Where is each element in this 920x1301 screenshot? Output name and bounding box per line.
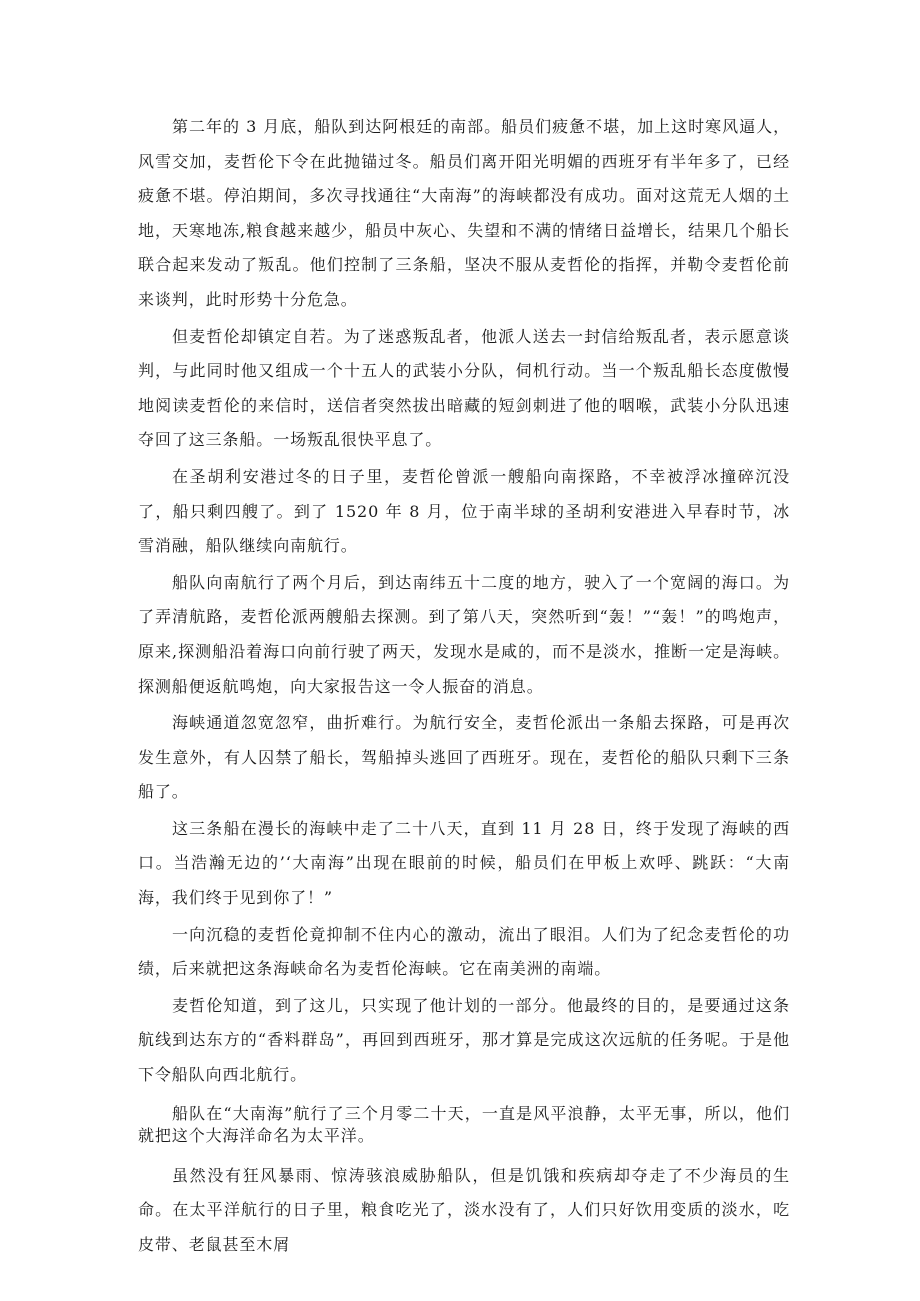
paragraph-pacific-named: 船队在“大南海”航行了三个月零二十天，一直是风平浪静，太平无事，所以，他们就把这个大海洋命名为太平洋。 xyxy=(138,1103,790,1145)
paragraph-west-exit: 这三条船在漫长的海峡中走了二十八天，直到 11 月 28 日，终于发现了海峡的西口。当浩瀚无边的’‘大南海”出现在眼前的时候，船员们在甲板上欢呼、跳跃：“大南海，我们终于见到你了！” xyxy=(138,818,790,908)
paragraph-strait-found: 船队向南航行了两个月后，到达南纬五十二度的地方，驶入了一个宽阔的海口。为了弄清航路，麦哲伦派两艘船去探测。到了第八天，突然听到“轰！”“轰！”的鸣炮声，原来,探测船沿着海口向前行驶了两天，发现水是咸的，而不是淡水，推断一定是海峡。探测船便返航鸣炮，向大家报告这一令人振奋的消息。 xyxy=(138,572,790,696)
paragraph-mutiny-quelled: 但麦哲伦却镇定自若。为了迷惑叛乱者，他派人送去一封信给叛乱者，表示愿意谈判，与此同时他又组成一个十五人的武装小分队，伺机行动。当一个叛乱船长态度傲慢地阅读麦哲伦的来信时，送信者突然拔出暗藏的短剑刺进了他的咽喉，武装小分队迅速夺回了这三条船。一场叛乱很快平息了。 xyxy=(138,326,790,450)
paragraph-ship-deserts: 海峡通道忽宽忽窄，曲折难行。为航行安全，麦哲伦派出一条船去探路，可是再次发生意外，有人囚禁了船长，驾船掉头逃回了西班牙。现在，麦哲伦的船队只剩下三条船了。 xyxy=(138,713,790,802)
document-body xyxy=(138,110,790,1264)
paragraph-spice-islands: 麦哲伦知道，到了这儿，只实现了他计划的一部分。他最终的目的，是要通过这条航线到达东方的“香料群岛”，再回到西班牙，那才算是完成这次远航的任务呢。于是他下令船队向西北航行。 xyxy=(138,995,790,1085)
paragraph-san-julian: 在圣胡利安港过冬的日子里，麦哲伦曾派一艘船向南探路，不幸被浮冰撞碎沉没了，船只剩四艘了。到了 1520 年 8 月，位于南半球的圣胡利安港进入早春时节，冰雪消融，船队继续向南航行。 xyxy=(138,466,790,556)
paragraph-strait-named: 一向沉稳的麦哲伦竟抑制不住内心的激动，流出了眼泪。人们为了纪念麦哲伦的功绩，后来就把这条海峡命名为麦哲伦海峡。它在南美洲的南端。 xyxy=(138,924,790,979)
paragraph-mutiny-begins: 第二年的 3 月底，船队到达阿根廷的南部。船员们疲惫不堪，加上这时寒风逼人，风雪交加，麦哲伦下令在此抛锚过冬。船员们离开阳光明媚的西班牙有半年多了，已经疲惫不堪。停泊期间，多次寻找通往“大南海”的海峡都没有成功。面对这荒无人烟的土地，天寒地冻,粮食越来越少，船员中灰心、失望和不满的情绪日益增长，结果几个船长联合起来发动了叛乱。他们控制了三条船，坚决不服从麦哲伦的指挥，并勒令麦哲伦前来谈判，此时形势十分危急。 xyxy=(138,117,790,309)
paragraph-hunger: 虽然没有狂风暴雨、惊涛骇浪威胁船队，但是饥饿和疾病却夺走了不少海员的生命。在太平洋航行的日子里，粮食吃光了，淡水没有了，人们只好饮用变质的淡水，吃皮带、老鼠甚至木屑 xyxy=(138,1165,790,1254)
